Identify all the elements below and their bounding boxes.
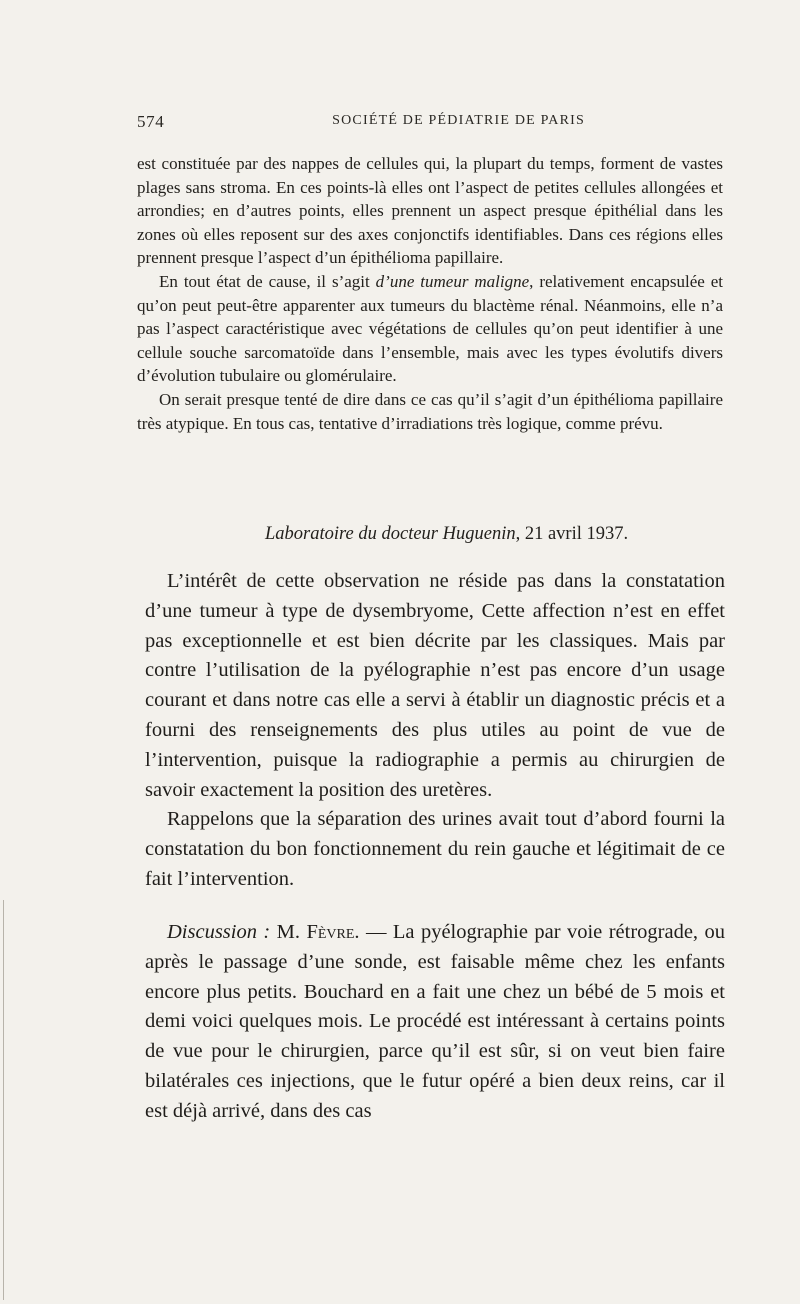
- page-edge-shadow: [3, 900, 4, 1300]
- discussion-speaker-prefix: M.: [270, 921, 307, 943]
- running-header: [137, 112, 585, 136]
- commentary-paragraph-1: L’intérêt de cette observation ne réside pas dans la constatation d’une tumeur à type de dysembryome, Cette affection n’est en effet pas exceptionnelle et est bien décrite par les classiques. Mais par contre l’utilisation de la pyélographie n’est pas encore d’un usage courant et dans notre cas elle a servi à établir un diagnostic précis et a fourni des renseignements des plus utiles au point de vue de l’intervention, puisque la radiographie a permis au chirurgien de savoir exactement la position des uretères.: [145, 570, 725, 801]
- report-p2-end: , relativement encapsulée et qu’on peut peut-être apparenter aux tumeurs du blactème rénal. Néanmoins, elle n’a pas l’aspect caractéristique avec végétations de cellules qu’on peut identifier à une cellule souche sarcomatoïde dans l’ensemble, mais avec les types évolutifs divers d’évolution tubulaire ou glomérulaire.: [137, 271, 723, 386]
- report-paragraph-2: [137, 270, 723, 388]
- running-title: SOCIÉTÉ DE PÉDIATRIE DE PARIS: [332, 113, 585, 128]
- page-number: 574: [137, 112, 165, 131]
- report-p2-emphasis: d’une tumeur maligne: [375, 271, 530, 291]
- discussion-text: . — La pyélographie par voie rétrograde, ou après le passage d’une sonde, est faisable même chez les enfants encore plus petits. Bouchard en a fait une chez un bébé de 5 mois et demi voici quelques mois. Le procédé est intéressant à certains points de vue pour le chirurgien, parce qu’il est sûr, si on veut bien faire bilatérales ces injections, que le futur opéré a bien deux reins, car il est déjà arrivé, dans des cas: [145, 921, 725, 1122]
- commentary: [145, 567, 725, 895]
- signature-lab: Laboratoire du docteur Huguenin: [265, 524, 516, 544]
- report-paragraph-1: est constituée par des nappes de cellules qui, la plupart du temps, forment de vastes plages sans stroma. En ces points-là elles ont l’aspect de petites cellules allongées et arrondies; en d’autres points, elles prennent un aspect presque épithélial dans les zones où elles reposent sur des axes conjonctifs identifiables. Dans ces régions elles prennent presque l’aspect d’un épithélioma papillaire.: [137, 154, 723, 268]
- discussion: [145, 918, 725, 1127]
- pathology-report: [137, 152, 723, 435]
- commentary-paragraph-2: Rappelons que la séparation des urines avait tout d’abord fourni la constatation du bon fonctionnement du rein gauche et légitimait de ce fait l’intervention.: [145, 808, 725, 890]
- report-signature: [265, 524, 628, 545]
- report-p2-start: En tout état de cause, il s’agit: [159, 271, 376, 291]
- discussion-speaker: Fèvre: [306, 921, 355, 943]
- discussion-label: Discussion :: [167, 921, 271, 943]
- report-paragraph-3: On serait presque tenté de dire dans ce cas qu’il s’agit d’un épithélioma papillaire très atypique. En tous cas, tentative d’irradiations très logique, comme prévu.: [137, 389, 723, 433]
- discussion-paragraph: [145, 918, 725, 1127]
- signature-date: , 21 avril 1937.: [515, 524, 629, 544]
